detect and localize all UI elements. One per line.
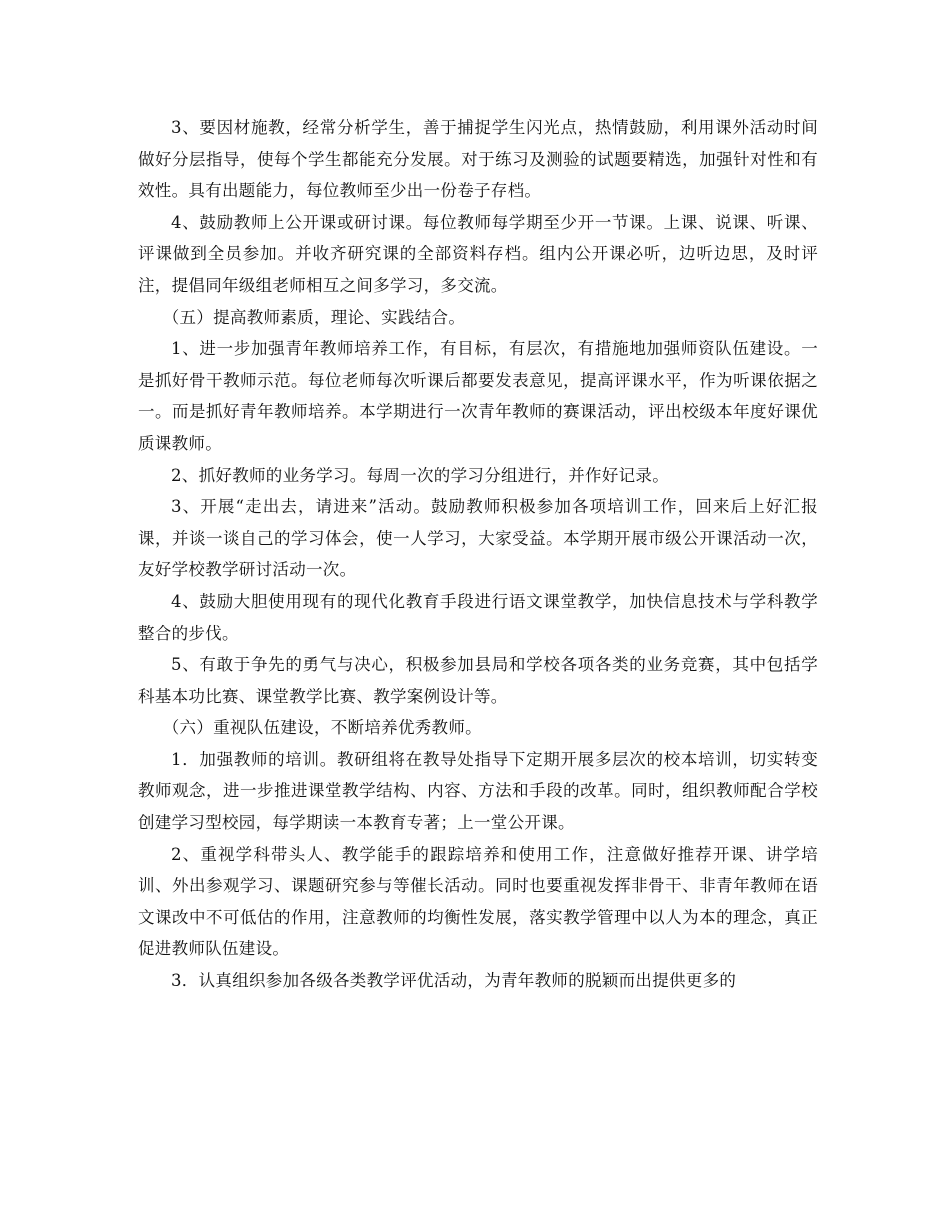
paragraph-item-6-2: 2、重视学科带头人、教学能手的跟踪培养和使用工作，注意做好推荐开课、讲学培训、外出参观学习、课题研究参与等催长活动。同时也要重视发挥非骨干、非青年教师在语文课改中不可低估的作用，注意教师的均衡性发展，落实教学管理中以人为本的理念，真正促进教师队伍建设。 [138, 844, 818, 959]
paragraph-item-4: 4、鼓励教师上公开课或研讨课。每位教师每学期至少开一节课。上课、说课、听课、评课做到全员参加。并收齐研究课的全部资料存档。组内公开课必听，边听边思，及时评注，提倡同年级组老师相互之间多学习，多交流。 [138, 212, 818, 295]
paragraph-item-5-1: 1、进一步加强青年教师培养工作，有目标，有层次，有措施地加强师资队伍建设。一是抓好骨干教师示范。每位老师每次听课后都要发表意见，提高评课水平，作为听课依据之一。而是抓好青年教师培养。本学期进行一次青年教师的赛课活动，评出校级本年度好课优质课教师。 [138, 339, 818, 453]
section-heading-5: （五）提高教师素质，理论、实践结合。 [162, 307, 466, 327]
paragraph-item-6-3: 3．认真组织参加各级各类教学评优活动，为青年教师的脱颖而出提供更多的 [171, 971, 737, 991]
paragraph-item-5-3: 3、开展“走出去，请进来”活动。鼓励教师积极参加各项培训工作，回来后上好汇报课，并谈一谈自己的学习体会，使一人学习，大家受益。本学期开展市级公开课活动一次，友好学校教学研讨活动一次。 [138, 497, 818, 580]
section-heading-6: （六）重视队伍建设，不断培养优秀教师。 [162, 718, 482, 738]
document-body [138, 112, 818, 997]
paragraph-item-5-2: 2、抓好教师的业务学习。每周一次的学习分组进行，并作好记录。 [171, 465, 669, 485]
paragraph-item-6-1: 1．加强教师的培训。教研组将在教导处指导下定期开展多层次的校本培训，切实转变教师观念，进一步推进课堂教学结构、内容、方法和手段的改革。同时，组织教师配合学校创建学习型校园，每学期读一本教育专著；上一堂公开课。 [138, 749, 818, 833]
paragraph-item-5-4: 4、鼓励大胆使用现有的现代化教育手段进行语文课堂教学，加快信息技术与学科教学整合的步伐。 [138, 591, 818, 643]
paragraph-item-5-5: 5、有敢于争先的勇气与决心，积极参加县局和学校各项各类的业务竞赛，其中包括学科基本功比赛、课堂教学比赛、教学案例设计等。 [138, 655, 818, 706]
paragraph-item-3: 3、要因材施教，经常分析学生，善于捕捉学生闪光点，热情鼓励，利用课外活动时间做好分层指导，使每个学生都能充分发展。对于练习及测验的试题要精选，加强针对性和有效性。具有出题能力，每位教师至少出一份卷子存档。 [138, 118, 818, 201]
